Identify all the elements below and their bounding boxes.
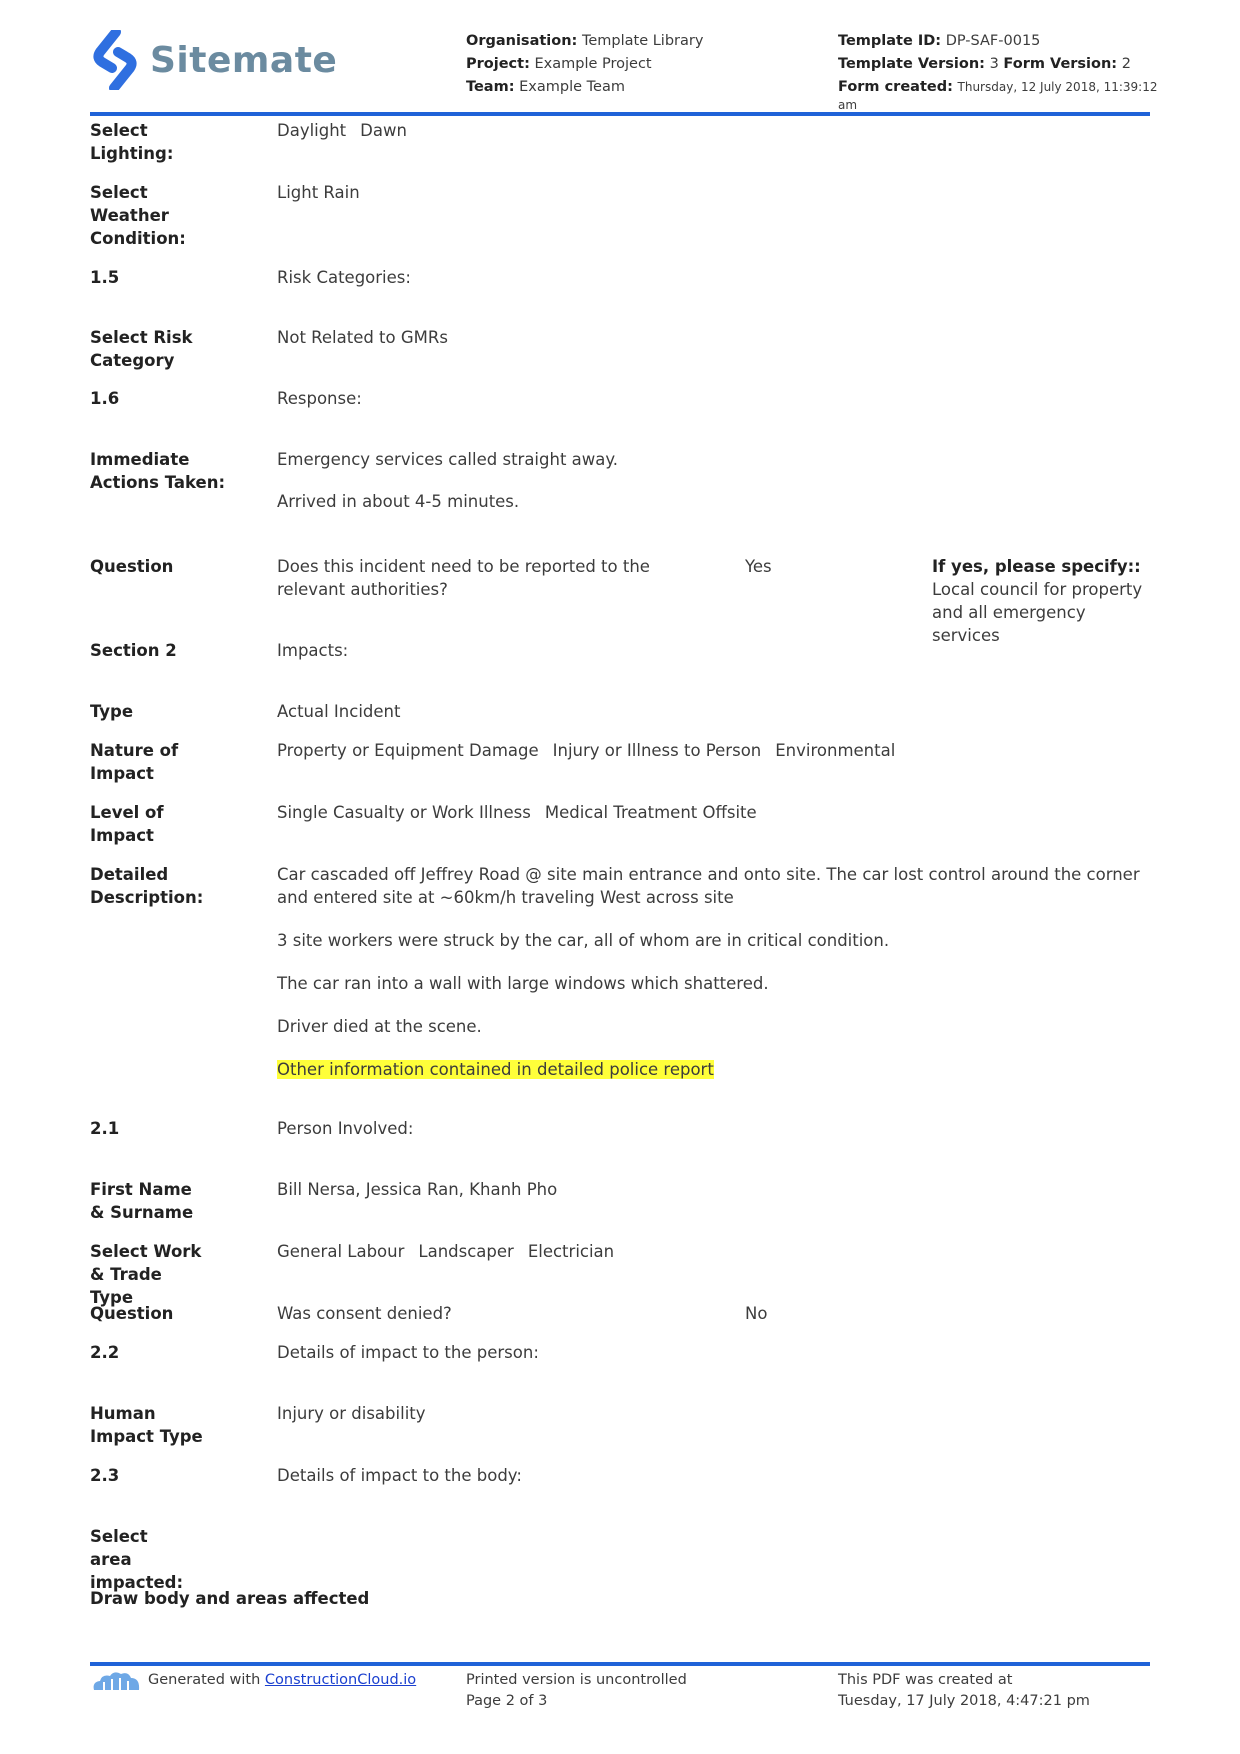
paragraph: Arrived in about 4-5 minutes. <box>277 492 520 511</box>
section-title: Person Involved: <box>277 1119 414 1138</box>
chip-value: Dawn <box>360 121 407 140</box>
paragraph: Car cascaded off Jeffrey Road @ site main entrance and onto site. The car lost control around the corner and entered site at ~60km/h traveling West across site <box>277 865 1140 907</box>
field-label: Select Weather Condition: <box>90 183 186 248</box>
section-number: 1.5 <box>90 268 120 287</box>
field-value: Injury or disability <box>277 1404 426 1423</box>
chip-value: Daylight <box>277 121 347 140</box>
field-label: Select area impacted: <box>90 1527 184 1592</box>
section-title: Details of impact to the person: <box>277 1343 539 1362</box>
chip-value: General Labour <box>277 1242 405 1261</box>
field-label: Type <box>90 702 134 721</box>
generated-text: Generated with <box>148 1672 261 1688</box>
sitemate-logo-icon <box>92 30 138 90</box>
field-value: Bill Nersa, Jessica Ran, Khanh Pho <box>277 1180 558 1199</box>
field-label: Question <box>90 557 174 576</box>
field-value <box>277 448 1217 513</box>
field-label: Human Impact Type <box>90 1404 203 1446</box>
paragraph: Emergency services called straight away. <box>277 450 619 469</box>
chip-value: Property or Equipment Damage <box>277 741 539 760</box>
field-value <box>277 1240 1217 1263</box>
field-label: Detailed Description: <box>90 865 204 907</box>
section-title: Details of impact to the body: <box>277 1466 522 1485</box>
form-created-suffix: am <box>838 98 858 112</box>
sitemate-logo <box>92 30 337 90</box>
paragraph: The car ran into a wall with large windows which shattered. <box>277 974 769 993</box>
highlighted-paragraph: Other information contained in detailed police report <box>277 1060 714 1079</box>
chip-value: Single Casualty or Work Illness <box>277 803 531 822</box>
pdf-created-date: Tuesday, 17 July 2018, 4:47:21 pm <box>838 1693 1090 1709</box>
section-number: 2.1 <box>90 1119 120 1138</box>
project-value: Example Project <box>534 56 652 72</box>
cloud-icon <box>90 1670 142 1692</box>
field-value <box>277 119 1217 142</box>
field-label: First Name & Surname <box>90 1180 194 1222</box>
section-number: Section 2 <box>90 641 177 660</box>
logo-wordmark: Sitemate <box>150 39 338 81</box>
header-template-info <box>838 30 1158 112</box>
question-text: Does this incident need to be reported to the relevant authorities? <box>277 557 650 599</box>
template-version-value: 3 <box>989 56 999 72</box>
footer-print-info <box>466 1670 687 1712</box>
question-text: Was consent denied? <box>277 1304 452 1323</box>
printed-notice: Printed version is uncontrolled <box>466 1672 687 1688</box>
field-label: Immediate Actions Taken: <box>90 450 226 492</box>
section-title: Impacts: <box>277 641 349 660</box>
chip-value: Landscaper <box>418 1242 514 1261</box>
template-version-label: Template Version: <box>838 56 985 72</box>
team-value: Example Team <box>519 79 625 95</box>
constructioncloud-link[interactable]: ConstructionCloud.io <box>264 1672 417 1688</box>
paragraph: Driver died at the scene. <box>277 1017 482 1036</box>
form-created-label: Form created: <box>838 79 953 95</box>
field-value <box>277 739 1217 762</box>
template-id-value: DP-SAF-0015 <box>945 33 1041 49</box>
header-rule <box>90 112 1150 116</box>
specify-value: Local council for property and all emergency services <box>932 580 1143 645</box>
field-value: Light Rain <box>277 183 360 202</box>
question-answer: No <box>745 1304 768 1323</box>
organisation-label: Organisation: <box>466 33 578 49</box>
page-number: Page 2 of 3 <box>466 1693 548 1709</box>
section-number: 2.2 <box>90 1343 120 1362</box>
footer-generated <box>90 1670 416 1692</box>
form-version-value: 2 <box>1121 56 1131 72</box>
field-label: Question <box>90 1304 174 1323</box>
field-value <box>277 863 1157 1081</box>
chip-value: Electrician <box>527 1242 615 1261</box>
field-value: Not Related to GMRs <box>277 328 448 347</box>
footer-pdf-info <box>838 1670 1090 1712</box>
field-label: Select Work & Trade Type <box>90 1242 202 1307</box>
paragraph: 3 site workers were struck by the car, all of whom are in critical condition. <box>277 931 890 950</box>
header-project-info <box>466 30 703 99</box>
organisation-value: Template Library <box>581 33 704 49</box>
section-title: Risk Categories: <box>277 268 411 287</box>
project-label: Project: <box>466 56 530 72</box>
field-label: Draw body and areas affected <box>90 1589 370 1608</box>
specify-block <box>932 555 1152 647</box>
field-label: Level of Impact <box>90 803 164 845</box>
field-value <box>277 801 1217 824</box>
section-number: 2.3 <box>90 1466 120 1485</box>
chip-value: Environmental <box>775 741 896 760</box>
field-label: Select Risk Category <box>90 328 193 370</box>
pdf-created-label: This PDF was created at <box>838 1672 1013 1688</box>
specify-label: If yes, please specify:: <box>932 557 1141 576</box>
form-created-value: Thursday, 12 July 2018, 11:39:12 <box>957 80 1158 94</box>
team-label: Team: <box>466 79 515 95</box>
form-version-label: Form Version: <box>1003 56 1118 72</box>
section-title: Response: <box>277 389 362 408</box>
chip-value: Medical Treatment Offsite <box>544 803 757 822</box>
question-answer: Yes <box>745 557 772 576</box>
footer-rule <box>90 1662 1150 1666</box>
field-label: Select Lighting: <box>90 121 174 163</box>
field-value: Actual Incident <box>277 702 401 721</box>
template-id-label: Template ID: <box>838 33 942 49</box>
section-number: 1.6 <box>90 389 120 408</box>
field-label: Nature of Impact <box>90 741 179 783</box>
chip-value: Injury or Illness to Person <box>552 741 762 760</box>
